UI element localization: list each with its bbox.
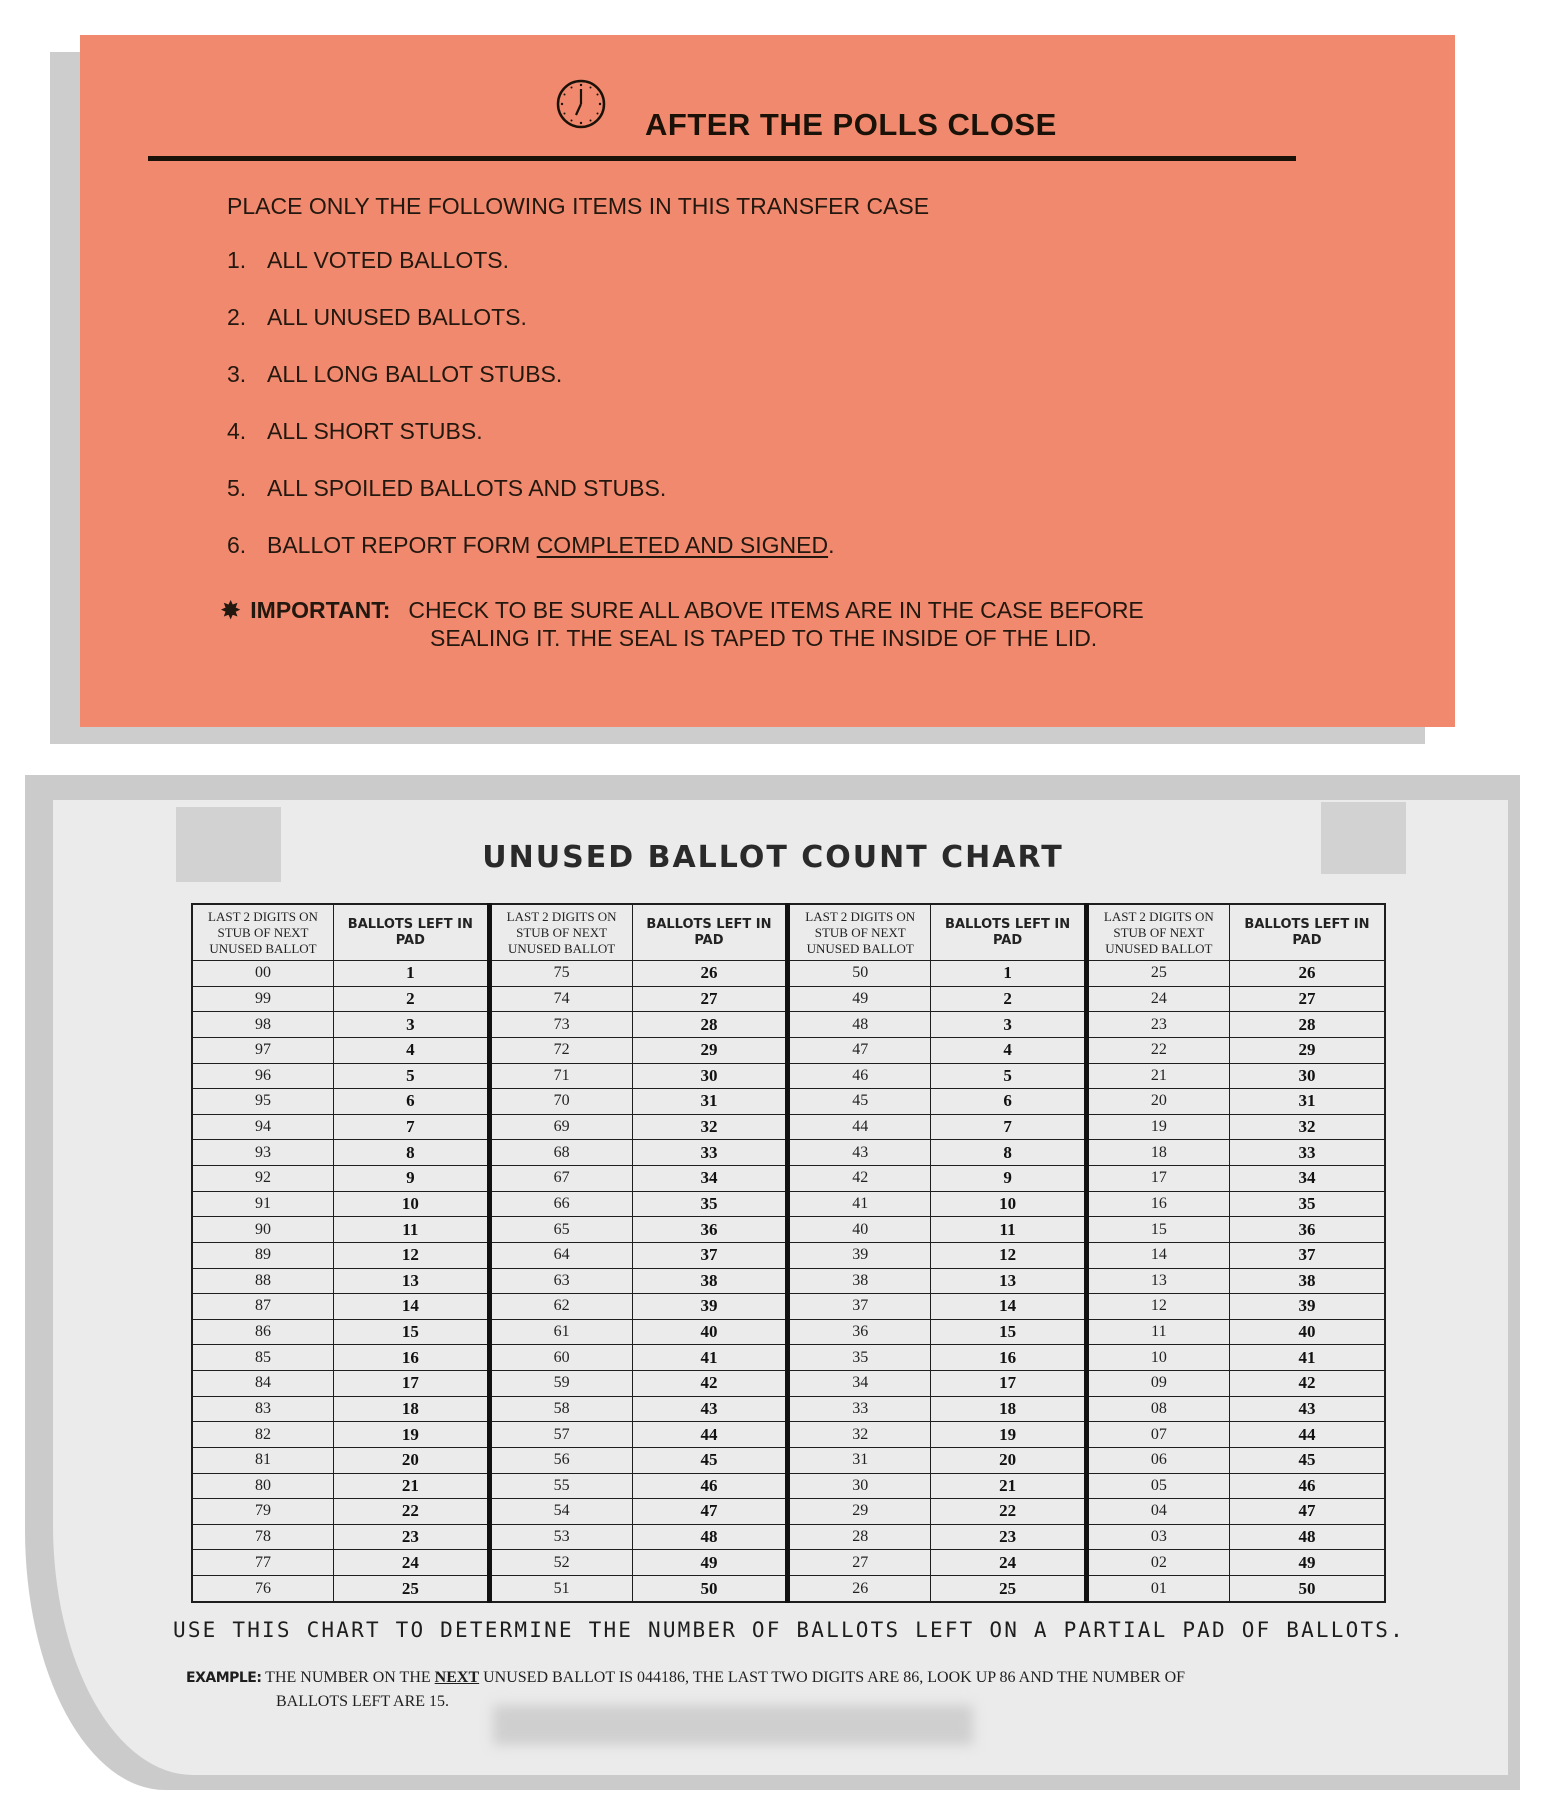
cell-last-digits: 66 xyxy=(489,1191,632,1217)
cell-ballots-left: 3 xyxy=(334,1012,490,1038)
cell-ballots-left: 28 xyxy=(1229,1012,1385,1038)
cell-ballots-left: 12 xyxy=(334,1242,490,1268)
item-underlined-text: COMPLETED AND SIGNED xyxy=(536,532,829,558)
cell-last-digits: 68 xyxy=(489,1140,632,1166)
cell-last-digits: 91 xyxy=(192,1191,334,1217)
table-row xyxy=(192,1396,1385,1422)
item-number: 4. xyxy=(227,418,247,444)
cell-ballots-left: 3 xyxy=(931,1012,1087,1038)
cell-ballots-left: 41 xyxy=(1229,1345,1385,1371)
table-row xyxy=(192,1166,1385,1192)
cell-last-digits: 25 xyxy=(1086,961,1229,987)
cell-ballots-left: 6 xyxy=(334,1089,490,1115)
list-item xyxy=(227,304,834,361)
cell-ballots-left: 35 xyxy=(1229,1191,1385,1217)
cell-ballots-left: 26 xyxy=(632,961,788,987)
ballot-count-sheet xyxy=(53,800,1508,1775)
cell-last-digits: 60 xyxy=(489,1345,632,1371)
cell-last-digits: 39 xyxy=(788,1242,931,1268)
example-part: THE NUMBER ON THE xyxy=(261,1669,435,1686)
example-part: UNUSED BALLOT IS 044186, THE LAST TWO DIGITS ARE 86, LOOK UP 86 AND THE NUMBER OF xyxy=(479,1669,1186,1686)
cell-last-digits: 29 xyxy=(788,1499,931,1525)
table-row xyxy=(192,1576,1385,1603)
cell-ballots-left: 42 xyxy=(1229,1371,1385,1397)
cell-last-digits: 70 xyxy=(489,1089,632,1115)
cell-last-digits: 63 xyxy=(489,1268,632,1294)
table-row xyxy=(192,1268,1385,1294)
cell-ballots-left: 15 xyxy=(931,1319,1087,1345)
important-note xyxy=(221,597,1144,624)
cell-ballots-left: 27 xyxy=(632,986,788,1012)
cell-last-digits: 43 xyxy=(788,1140,931,1166)
cell-ballots-left: 9 xyxy=(334,1166,490,1192)
cell-ballots-left: 30 xyxy=(632,1063,788,1089)
cell-last-digits: 09 xyxy=(1086,1371,1229,1397)
table-row xyxy=(192,1294,1385,1320)
cell-ballots-left: 50 xyxy=(1229,1576,1385,1603)
cell-ballots-left: 24 xyxy=(334,1550,490,1576)
item-number: 5. xyxy=(227,475,247,501)
chart-title: UNUSED BALLOT COUNT CHART xyxy=(482,840,1064,875)
cell-last-digits: 17 xyxy=(1086,1166,1229,1192)
cell-last-digits: 72 xyxy=(489,1037,632,1063)
cell-last-digits: 88 xyxy=(192,1268,334,1294)
cell-ballots-left: 21 xyxy=(931,1473,1087,1499)
cell-last-digits: 96 xyxy=(192,1063,334,1089)
cell-last-digits: 58 xyxy=(489,1396,632,1422)
important-label: IMPORTANT: xyxy=(250,597,391,623)
cell-ballots-left: 32 xyxy=(632,1114,788,1140)
cell-ballots-left: 23 xyxy=(931,1524,1087,1550)
cell-ballots-left: 36 xyxy=(632,1217,788,1243)
item-text: ALL SHORT STUBS. xyxy=(267,418,483,444)
cell-last-digits: 06 xyxy=(1086,1447,1229,1473)
cell-ballots-left: 16 xyxy=(931,1345,1087,1371)
cell-last-digits: 47 xyxy=(788,1037,931,1063)
cell-last-digits: 77 xyxy=(192,1550,334,1576)
cell-last-digits: 44 xyxy=(788,1114,931,1140)
cell-ballots-left: 11 xyxy=(931,1217,1087,1243)
table-row xyxy=(192,1089,1385,1115)
cell-last-digits: 12 xyxy=(1086,1294,1229,1320)
cell-ballots-left: 18 xyxy=(931,1396,1087,1422)
header-last-digits: LAST 2 DIGITS ON STUB OF NEXT UNUSED BALLOT xyxy=(489,904,632,961)
list-item xyxy=(227,532,834,589)
title-divider xyxy=(148,156,1296,161)
cell-last-digits: 84 xyxy=(192,1371,334,1397)
cell-last-digits: 27 xyxy=(788,1550,931,1576)
cell-ballots-left: 11 xyxy=(334,1217,490,1243)
cell-last-digits: 99 xyxy=(192,986,334,1012)
items-list xyxy=(227,247,834,589)
cell-last-digits: 61 xyxy=(489,1319,632,1345)
cell-last-digits: 85 xyxy=(192,1345,334,1371)
cell-last-digits: 34 xyxy=(788,1371,931,1397)
cell-ballots-left: 22 xyxy=(931,1499,1087,1525)
item-number: 1. xyxy=(227,247,247,273)
table-row xyxy=(192,1345,1385,1371)
cell-last-digits: 08 xyxy=(1086,1396,1229,1422)
cell-last-digits: 54 xyxy=(489,1499,632,1525)
cell-ballots-left: 36 xyxy=(1229,1217,1385,1243)
cell-last-digits: 89 xyxy=(192,1242,334,1268)
item-text: ALL VOTED BALLOTS. xyxy=(267,247,510,273)
cell-last-digits: 92 xyxy=(192,1166,334,1192)
cell-last-digits: 64 xyxy=(489,1242,632,1268)
example-underlined: NEXT xyxy=(434,1669,480,1686)
table-row xyxy=(192,1037,1385,1063)
ballot-count-table xyxy=(191,903,1386,1603)
cell-ballots-left: 6 xyxy=(931,1089,1087,1115)
cell-ballots-left: 49 xyxy=(632,1550,788,1576)
cell-last-digits: 97 xyxy=(192,1037,334,1063)
table-row xyxy=(192,1242,1385,1268)
cell-ballots-left: 8 xyxy=(931,1140,1087,1166)
table-header-row xyxy=(192,904,1385,961)
cell-ballots-left: 50 xyxy=(632,1576,788,1603)
cell-ballots-left: 7 xyxy=(931,1114,1087,1140)
table-row xyxy=(192,1550,1385,1576)
cell-last-digits: 75 xyxy=(489,961,632,987)
cell-last-digits: 67 xyxy=(489,1166,632,1192)
cell-last-digits: 87 xyxy=(192,1294,334,1320)
cell-ballots-left: 1 xyxy=(931,961,1087,987)
cell-last-digits: 14 xyxy=(1086,1242,1229,1268)
table-row xyxy=(192,1524,1385,1550)
cell-ballots-left: 17 xyxy=(931,1371,1087,1397)
cell-last-digits: 23 xyxy=(1086,1012,1229,1038)
cell-last-digits: 82 xyxy=(192,1422,334,1448)
cell-ballots-left: 7 xyxy=(334,1114,490,1140)
cell-last-digits: 93 xyxy=(192,1140,334,1166)
cell-ballots-left: 18 xyxy=(334,1396,490,1422)
cell-last-digits: 45 xyxy=(788,1089,931,1115)
cell-last-digits: 18 xyxy=(1086,1140,1229,1166)
cell-ballots-left: 24 xyxy=(931,1550,1087,1576)
cell-ballots-left: 15 xyxy=(334,1319,490,1345)
clock-icon xyxy=(555,78,607,130)
cell-ballots-left: 49 xyxy=(1229,1550,1385,1576)
cell-last-digits: 73 xyxy=(489,1012,632,1038)
list-item xyxy=(227,475,834,532)
cell-ballots-left: 2 xyxy=(931,986,1087,1012)
cell-ballots-left: 48 xyxy=(632,1524,788,1550)
cell-ballots-left: 1 xyxy=(334,961,490,987)
cell-last-digits: 55 xyxy=(489,1473,632,1499)
cell-ballots-left: 17 xyxy=(334,1371,490,1397)
cell-last-digits: 49 xyxy=(788,986,931,1012)
cell-ballots-left: 45 xyxy=(1229,1447,1385,1473)
cell-ballots-left: 10 xyxy=(334,1191,490,1217)
cell-last-digits: 28 xyxy=(788,1524,931,1550)
cell-ballots-left: 14 xyxy=(334,1294,490,1320)
cell-ballots-left: 31 xyxy=(1229,1089,1385,1115)
cell-ballots-left: 39 xyxy=(1229,1294,1385,1320)
cell-last-digits: 37 xyxy=(788,1294,931,1320)
header-last-digits: LAST 2 DIGITS ON STUB OF NEXT UNUSED BALLOT xyxy=(788,904,931,961)
cell-ballots-left: 20 xyxy=(931,1447,1087,1473)
cell-last-digits: 22 xyxy=(1086,1037,1229,1063)
asterisk-icon: ✸ xyxy=(221,597,241,623)
cell-ballots-left: 9 xyxy=(931,1166,1087,1192)
card-title: AFTER THE POLLS CLOSE xyxy=(645,107,1057,142)
cell-ballots-left: 10 xyxy=(931,1191,1087,1217)
cell-last-digits: 57 xyxy=(489,1422,632,1448)
cell-ballots-left: 12 xyxy=(931,1242,1087,1268)
cell-ballots-left: 33 xyxy=(1229,1140,1385,1166)
item-number: 3. xyxy=(227,361,247,387)
table-row xyxy=(192,1012,1385,1038)
cell-ballots-left: 13 xyxy=(334,1268,490,1294)
header-ballots-left: BALLOTS LEFT IN PAD xyxy=(334,904,490,961)
item-text: ALL SPOILED BALLOTS AND STUBS. xyxy=(267,475,667,501)
cell-ballots-left: 42 xyxy=(632,1371,788,1397)
cell-ballots-left: 48 xyxy=(1229,1524,1385,1550)
cell-ballots-left: 28 xyxy=(632,1012,788,1038)
cell-ballots-left: 8 xyxy=(334,1140,490,1166)
table-row xyxy=(192,961,1385,987)
cell-last-digits: 48 xyxy=(788,1012,931,1038)
cell-ballots-left: 22 xyxy=(334,1499,490,1525)
cell-last-digits: 21 xyxy=(1086,1063,1229,1089)
cell-ballots-left: 31 xyxy=(632,1089,788,1115)
cell-last-digits: 24 xyxy=(1086,986,1229,1012)
important-line-1: CHECK TO BE SURE ALL ABOVE ITEMS ARE IN THE CASE BEFORE xyxy=(408,597,1144,623)
cell-ballots-left: 46 xyxy=(1229,1473,1385,1499)
cell-ballots-left: 43 xyxy=(632,1396,788,1422)
table-row xyxy=(192,1191,1385,1217)
list-item xyxy=(227,247,834,304)
table-row xyxy=(192,1422,1385,1448)
list-item xyxy=(227,418,834,475)
cell-last-digits: 32 xyxy=(788,1422,931,1448)
cell-ballots-left: 41 xyxy=(632,1345,788,1371)
table-row xyxy=(192,1473,1385,1499)
cell-ballots-left: 2 xyxy=(334,986,490,1012)
item-text-end: . xyxy=(828,532,835,558)
cell-last-digits: 56 xyxy=(489,1447,632,1473)
cell-last-digits: 53 xyxy=(489,1524,632,1550)
cell-last-digits: 98 xyxy=(192,1012,334,1038)
cell-last-digits: 76 xyxy=(192,1576,334,1603)
table-row xyxy=(192,1319,1385,1345)
cell-last-digits: 46 xyxy=(788,1063,931,1089)
cell-ballots-left: 33 xyxy=(632,1140,788,1166)
table-row xyxy=(192,1447,1385,1473)
cell-last-digits: 26 xyxy=(788,1576,931,1603)
cell-ballots-left: 45 xyxy=(632,1447,788,1473)
cell-ballots-left: 25 xyxy=(931,1576,1087,1603)
cell-ballots-left: 44 xyxy=(632,1422,788,1448)
chart-instructions: USE THIS CHART TO DETERMINE THE NUMBER OF BALLOTS LEFT ON A PARTIAL PAD OF BALLOTS. xyxy=(173,1618,1405,1642)
cell-last-digits: 15 xyxy=(1086,1217,1229,1243)
cell-last-digits: 20 xyxy=(1086,1089,1229,1115)
cell-ballots-left: 37 xyxy=(1229,1242,1385,1268)
cell-ballots-left: 44 xyxy=(1229,1422,1385,1448)
table-row xyxy=(192,1499,1385,1525)
cell-ballots-left: 4 xyxy=(334,1037,490,1063)
header-ballots-left: BALLOTS LEFT IN PAD xyxy=(632,904,788,961)
cell-ballots-left: 21 xyxy=(334,1473,490,1499)
cell-ballots-left: 46 xyxy=(632,1473,788,1499)
cell-last-digits: 13 xyxy=(1086,1268,1229,1294)
cell-last-digits: 10 xyxy=(1086,1345,1229,1371)
transfer-case-card xyxy=(80,35,1455,727)
cell-last-digits: 40 xyxy=(788,1217,931,1243)
cell-ballots-left: 34 xyxy=(632,1166,788,1192)
cell-ballots-left: 5 xyxy=(334,1063,490,1089)
cell-ballots-left: 39 xyxy=(632,1294,788,1320)
cell-last-digits: 36 xyxy=(788,1319,931,1345)
table-row xyxy=(192,986,1385,1012)
cell-ballots-left: 25 xyxy=(334,1576,490,1603)
table-row xyxy=(192,1217,1385,1243)
cell-ballots-left: 40 xyxy=(632,1319,788,1345)
item-number: 6. xyxy=(227,532,247,558)
cell-last-digits: 62 xyxy=(489,1294,632,1320)
cell-ballots-left: 23 xyxy=(334,1524,490,1550)
cell-ballots-left: 30 xyxy=(1229,1063,1385,1089)
cell-last-digits: 07 xyxy=(1086,1422,1229,1448)
cell-last-digits: 00 xyxy=(192,961,334,987)
cell-ballots-left: 40 xyxy=(1229,1319,1385,1345)
cell-ballots-left: 43 xyxy=(1229,1396,1385,1422)
cell-last-digits: 69 xyxy=(489,1114,632,1140)
card-intro: PLACE ONLY THE FOLLOWING ITEMS IN THIS TRANSFER CASE xyxy=(227,193,930,219)
cell-ballots-left: 5 xyxy=(931,1063,1087,1089)
cell-ballots-left: 16 xyxy=(334,1345,490,1371)
example-label: EXAMPLE: xyxy=(186,1670,262,1686)
header-last-digits: LAST 2 DIGITS ON STUB OF NEXT UNUSED BALLOT xyxy=(1086,904,1229,961)
cell-last-digits: 95 xyxy=(192,1089,334,1115)
cell-ballots-left: 47 xyxy=(632,1499,788,1525)
header-ballots-left: BALLOTS LEFT IN PAD xyxy=(931,904,1087,961)
table-row xyxy=(192,1371,1385,1397)
cell-ballots-left: 35 xyxy=(632,1191,788,1217)
cell-last-digits: 38 xyxy=(788,1268,931,1294)
cell-last-digits: 05 xyxy=(1086,1473,1229,1499)
cell-last-digits: 86 xyxy=(192,1319,334,1345)
cell-last-digits: 65 xyxy=(489,1217,632,1243)
header-ballots-left: BALLOTS LEFT IN PAD xyxy=(1229,904,1385,961)
cell-ballots-left: 29 xyxy=(1229,1037,1385,1063)
item-text: ALL UNUSED BALLOTS. xyxy=(267,304,527,330)
cell-ballots-left: 19 xyxy=(334,1422,490,1448)
cell-last-digits: 94 xyxy=(192,1114,334,1140)
cell-last-digits: 42 xyxy=(788,1166,931,1192)
cell-ballots-left: 14 xyxy=(931,1294,1087,1320)
cell-last-digits: 16 xyxy=(1086,1191,1229,1217)
cell-last-digits: 83 xyxy=(192,1396,334,1422)
cell-last-digits: 11 xyxy=(1086,1319,1229,1345)
cell-last-digits: 33 xyxy=(788,1396,931,1422)
cell-ballots-left: 20 xyxy=(334,1447,490,1473)
cell-last-digits: 41 xyxy=(788,1191,931,1217)
cell-last-digits: 51 xyxy=(489,1576,632,1603)
table-row xyxy=(192,1140,1385,1166)
cell-ballots-left: 38 xyxy=(632,1268,788,1294)
cell-ballots-left: 38 xyxy=(1229,1268,1385,1294)
header-last-digits: LAST 2 DIGITS ON STUB OF NEXT UNUSED BALLOT xyxy=(192,904,334,961)
cell-ballots-left: 32 xyxy=(1229,1114,1385,1140)
cell-last-digits: 71 xyxy=(489,1063,632,1089)
list-item xyxy=(227,361,834,418)
cell-ballots-left: 19 xyxy=(931,1422,1087,1448)
cell-last-digits: 50 xyxy=(788,961,931,987)
cell-ballots-left: 34 xyxy=(1229,1166,1385,1192)
cell-last-digits: 19 xyxy=(1086,1114,1229,1140)
cell-ballots-left: 27 xyxy=(1229,986,1385,1012)
item-text: BALLOT REPORT FORM xyxy=(267,532,537,558)
cell-ballots-left: 37 xyxy=(632,1242,788,1268)
cell-ballots-left: 47 xyxy=(1229,1499,1385,1525)
cell-ballots-left: 29 xyxy=(632,1037,788,1063)
table-row xyxy=(192,1063,1385,1089)
cell-ballots-left: 4 xyxy=(931,1037,1087,1063)
example-line-2: BALLOTS LEFT ARE 15. xyxy=(276,1693,450,1710)
cell-last-digits: 30 xyxy=(788,1473,931,1499)
important-line-2: SEALING IT. THE SEAL IS TAPED TO THE INSIDE OF THE LID. xyxy=(430,625,1098,651)
cell-last-digits: 03 xyxy=(1086,1524,1229,1550)
example-text xyxy=(186,1666,1336,1714)
cell-last-digits: 74 xyxy=(489,986,632,1012)
cell-last-digits: 90 xyxy=(192,1217,334,1243)
cell-last-digits: 52 xyxy=(489,1550,632,1576)
cell-last-digits: 81 xyxy=(192,1447,334,1473)
cell-last-digits: 02 xyxy=(1086,1550,1229,1576)
cell-last-digits: 78 xyxy=(192,1524,334,1550)
cell-last-digits: 31 xyxy=(788,1447,931,1473)
cell-ballots-left: 13 xyxy=(931,1268,1087,1294)
cell-last-digits: 59 xyxy=(489,1371,632,1397)
cell-last-digits: 04 xyxy=(1086,1499,1229,1525)
item-number: 2. xyxy=(227,304,247,330)
cell-last-digits: 80 xyxy=(192,1473,334,1499)
cell-last-digits: 79 xyxy=(192,1499,334,1525)
cell-ballots-left: 26 xyxy=(1229,961,1385,987)
item-text: ALL LONG BALLOT STUBS. xyxy=(267,361,563,387)
cell-last-digits: 35 xyxy=(788,1345,931,1371)
table-row xyxy=(192,1114,1385,1140)
cell-last-digits: 01 xyxy=(1086,1576,1229,1603)
